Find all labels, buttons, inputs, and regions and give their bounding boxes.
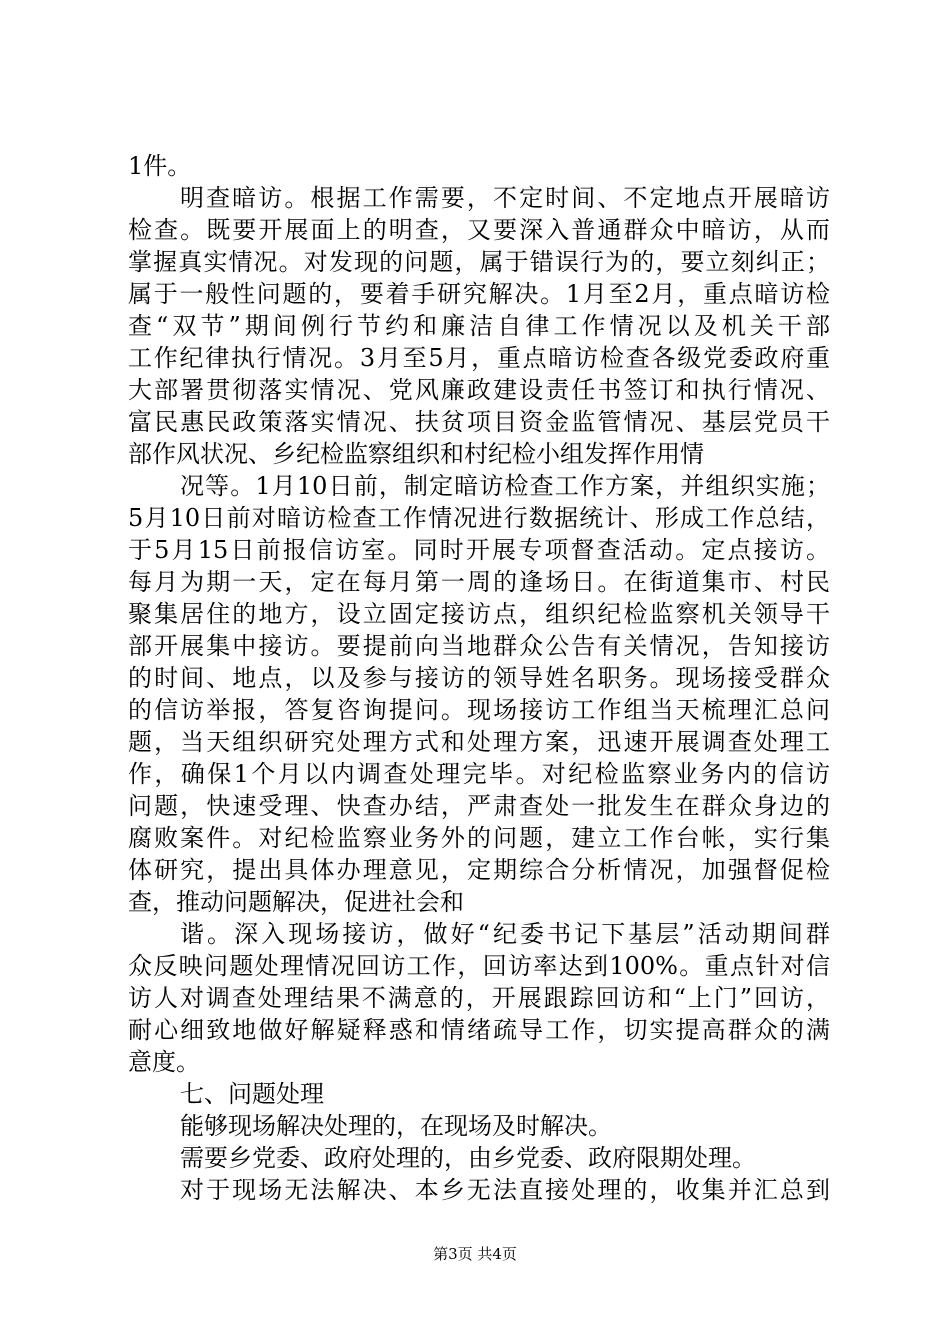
text-line: 问题，快速受理、快查办结，严肃查处一批发生在群众身边的 bbox=[128, 792, 830, 820]
text-line: 作，确保1个月以内调查处理完毕。对纪检监察业务内的信访 bbox=[128, 760, 830, 788]
text-line: 查，推动问题解决，促进社会和 bbox=[128, 888, 464, 916]
text-line: 体研究，提出具体办理意见，定期综合分析情况，加强督促检 bbox=[128, 856, 830, 884]
page-number-label: 第3页 共4页 bbox=[433, 1245, 517, 1263]
text-line: 属于一般性问题的，要着手研究解决。1月至2月，重点暗访检 bbox=[128, 280, 830, 308]
document-body bbox=[128, 150, 830, 1206]
page-footer bbox=[0, 1244, 950, 1264]
text-line: 聚集居住的地方，设立固定接访点，组织纪检监察机关领导干 bbox=[128, 600, 830, 628]
text-line: 耐心细致地做好解疑释惑和情绪疏导工作，切实提高群众的满 bbox=[128, 1016, 830, 1044]
text-line: 意度。 bbox=[128, 1048, 200, 1076]
text-line: 查“双节”期间例行节约和廉洁自律工作情况以及机关干部 bbox=[128, 312, 830, 340]
text-line: 5月10日前对暗访检查工作情况进行数据统计、形成工作总结， bbox=[128, 504, 830, 532]
text-line: 工作纪律执行情况。3月至5月，重点暗访检查各级党委政府重 bbox=[128, 344, 830, 372]
text-line: 于5月15日前报信访室。同时开展专项督查活动。定点接访。 bbox=[128, 536, 830, 564]
text-line: 的时间、地点，以及参与接访的领导姓名职务。现场接受群众 bbox=[128, 664, 830, 692]
text-line: 的信访举报，答复咨询提问。现场接访工作组当天梳理汇总问 bbox=[128, 696, 830, 724]
text-line: 况等。1月10日前，制定暗访检查工作方案，并组织实施； bbox=[180, 472, 830, 500]
text-line: 能够现场解决处理的，在现场及时解决。 bbox=[180, 1112, 612, 1140]
text-line: 明查暗访。根据工作需要，不定时间、不定地点开展暗访 bbox=[180, 184, 830, 212]
text-line: 大部署贯彻落实情况、党风廉政建设责任书签订和执行情况、 bbox=[128, 376, 830, 404]
text-line: 七、问题处理 bbox=[180, 1080, 324, 1108]
text-line: 众反映问题处理情况回访工作，回访率达到100%。重点针对信 bbox=[128, 952, 830, 980]
text-line: 对于现场无法解决、本乡无法直接处理的，收集并汇总到 bbox=[180, 1176, 830, 1204]
text-line: 1件。 bbox=[128, 152, 192, 180]
text-line: 检查。既要开展面上的明查，又要深入普通群众中暗访，从而 bbox=[128, 216, 830, 244]
text-line: 掌握真实情况。对发现的问题，属于错误行为的，要立刻纠正； bbox=[128, 248, 830, 276]
text-line: 题，当天组织研究处理方式和处理方案，迅速开展调查处理工 bbox=[128, 728, 830, 756]
text-line: 富民惠民政策落实情况、扶贫项目资金监管情况、基层党员干 bbox=[128, 408, 830, 436]
text-line: 腐败案件。对纪检监察业务外的问题，建立工作台帐，实行集 bbox=[128, 824, 830, 852]
text-line: 每月为期一天，定在每月第一周的逢场日。在街道集市、村民 bbox=[128, 568, 830, 596]
text-line: 部开展集中接访。要提前向当地群众公告有关情况，告知接访 bbox=[128, 632, 830, 660]
text-line: 部作风状况、乡纪检监察组织和村纪检小组发挥作用情 bbox=[128, 440, 704, 468]
text-line: 需要乡党委、政府处理的，由乡党委、政府限期处理。 bbox=[180, 1144, 756, 1172]
text-line: 谐。深入现场接访，做好“纪委书记下基层”活动期间群 bbox=[180, 920, 830, 948]
text-line: 访人对调查处理结果不满意的，开展跟踪回访和“上门”回访， bbox=[128, 984, 830, 1012]
